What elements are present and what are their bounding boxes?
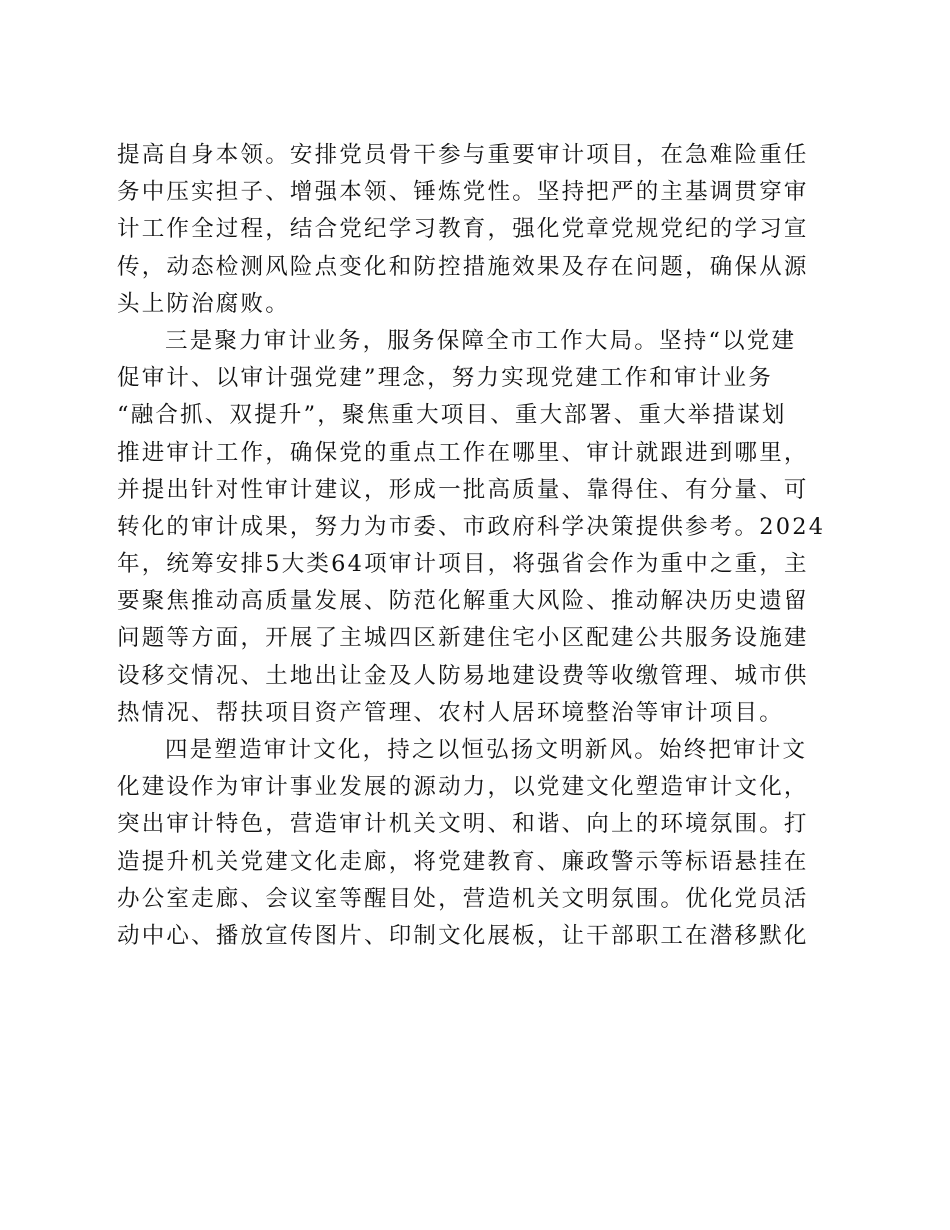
text-line: 问题等方面，开展了主城四区新建住宅小区配建公共服务设施建: [117, 625, 809, 652]
text-line: 头上防治腐败。: [117, 290, 290, 317]
text-line: 热情况、帮扶项目资产管理、农村人居环境整治等审计项目。: [117, 699, 784, 726]
text-line: 务中压实担子、增强本领、锤炼党性。坚持把严的主基调贯穿审: [117, 179, 809, 206]
text-line: 推进审计工作，确保党的重点工作在哪里、审计就跟进到哪里，: [117, 439, 809, 466]
text-line: 年，统筹安排5大类64项审计项目，将强省会作为重中之重，主: [117, 551, 809, 578]
text-line: 化建设作为审计事业发展的源动力，以党建文化塑造审计文化，: [117, 774, 809, 801]
paragraph-start-line: 四是塑造审计文化，持之以恒弘扬文明新风。始终把审计文: [165, 737, 808, 763]
body-text: [117, 137, 837, 955]
text-line: 动中心、播放宣传图片、印制文化展板，让干部职工在潜移默化: [117, 922, 809, 949]
text-line: 造提升机关党建文化走廊，将党建教育、廉政警示等标语悬挂在: [117, 848, 809, 875]
text-line: 设移交情况、土地出让金及人防易地建设费等收缴管理、城市供: [117, 662, 809, 689]
text-line: 并提出针对性审计建议，形成一批高质量、靠得住、有分量、可: [117, 476, 809, 503]
text-line: 办公室走廊、会议室等醒目处，营造机关文明氛围。优化党员活: [117, 885, 809, 912]
text-line: 促审计、以审计强党建”理念，努力实现党建工作和审计业务: [117, 365, 773, 392]
text-line: “融合抓、双提升”，聚焦重大项目、重大部署、重大举措谋划: [117, 402, 787, 429]
paragraph-start-line: 三是聚力审计业务，服务保障全市工作大局。坚持“以党建: [165, 327, 797, 354]
text-line: 转化的审计成果，努力为市委、市政府科学决策提供参考。2024: [117, 513, 826, 540]
text-line: 传，动态检测风险点变化和防控措施效果及存在问题，确保从源: [117, 253, 809, 280]
text-line: 计工作全过程，结合党纪学习教育，强化党章党规党纪的学习宣: [117, 216, 809, 243]
text-line: 提高自身本领。安排党员骨干参与重要审计项目，在急难险重任: [117, 142, 809, 168]
text-line: 突出审计特色，营造审计机关文明、和谐、向上的环境氛围。打: [117, 811, 809, 838]
text-line: 要聚焦推动高质量发展、防范化解重大风险、推动解决历史遗留: [117, 588, 809, 615]
